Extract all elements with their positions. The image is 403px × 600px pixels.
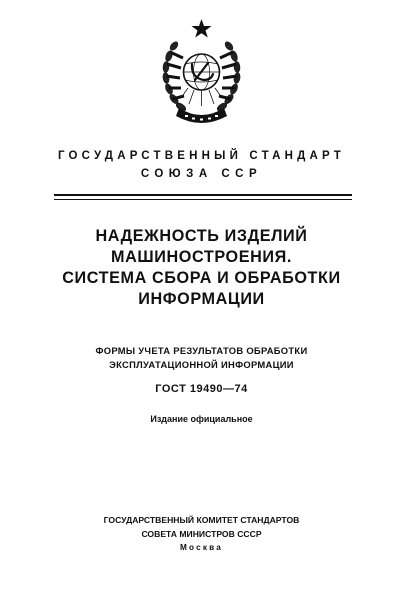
header-rule-thick: [54, 194, 352, 196]
document-title: [0, 226, 403, 310]
title-line-3: СИСТЕМА СБОРА И ОБРАБОТКИ: [62, 269, 341, 287]
title-line-1: НАДЕЖНОСТЬ ИЗДЕЛИЙ: [95, 227, 308, 245]
header-country-label: СОЮЗА ССР: [140, 168, 263, 180]
ussr-coat-of-arms-icon: [161, 18, 242, 128]
standard-number: ГОСТ 19490—74: [155, 383, 248, 395]
title-line-4: ИНФОРМАЦИИ: [138, 290, 265, 308]
publisher-block: [0, 514, 403, 555]
edition-label: Издание официальное: [150, 414, 253, 424]
header-standard-label: ГОСУДАРСТВЕННЫЙ СТАНДАРТ: [57, 150, 346, 162]
header-rule-thin: [54, 199, 352, 200]
title-line-2: МАШИНОСТРОЕНИЯ.: [111, 248, 292, 266]
subtitle-line-2: ЭКСПЛУАТАЦИОННОЙ ИНФОРМАЦИИ: [109, 359, 294, 370]
publisher-line-2: СОВЕТА МИНИСТРОВ СССР: [141, 528, 262, 539]
publisher-line-1: ГОСУДАРСТВЕННЫЙ КОМИТЕТ СТАНДАРТОВ: [103, 515, 300, 525]
publisher-city: Москва: [179, 543, 224, 552]
document-subtitle: [0, 344, 403, 372]
subtitle-line-1: ФОРМЫ УЧЕТА РЕЗУЛЬТАТОВ ОБРАБОТКИ: [95, 345, 308, 356]
